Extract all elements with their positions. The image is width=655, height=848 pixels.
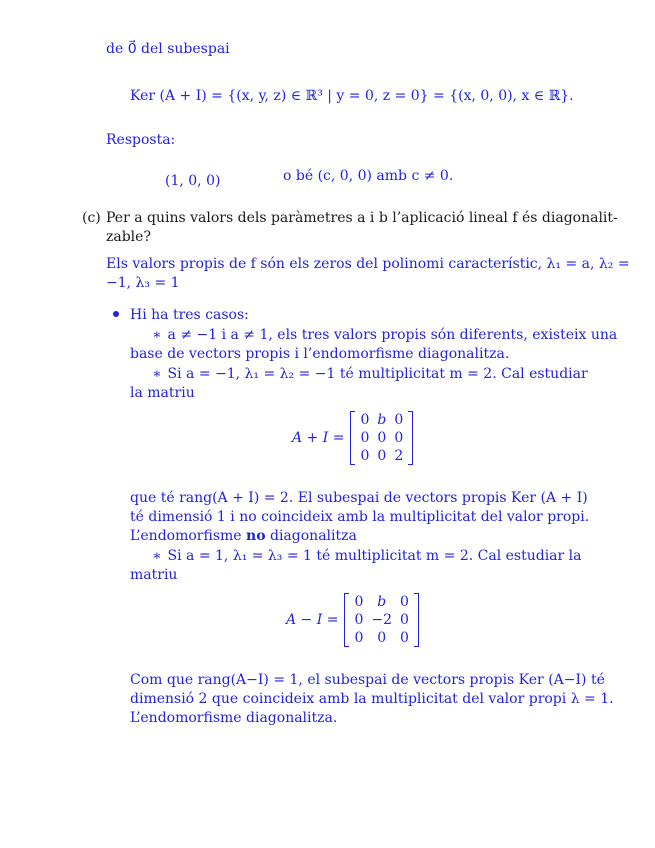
matrix-lhs: A − I = bbox=[286, 612, 339, 628]
matrix-cell: b bbox=[377, 412, 387, 428]
case-1-line-1 bbox=[152, 326, 617, 344]
case-2-line-5 bbox=[130, 527, 357, 545]
matrix-cell: 0 bbox=[377, 430, 387, 446]
case-3-line-3: Com que rang(A−I) = 1, el subespai de vectors propis Ker (A−I) té bbox=[130, 672, 605, 688]
case-2-line-1 bbox=[152, 365, 588, 383]
matrix-cell: 0 bbox=[400, 612, 409, 628]
matrix-cell: 0 bbox=[394, 430, 404, 446]
matrix-brackets bbox=[350, 411, 413, 465]
question-label: (c) bbox=[82, 210, 101, 226]
case-3-line-4: dimensió 2 que coincideix amb la multiplicitat del valor propi λ = 1. bbox=[130, 691, 614, 707]
ker-equation: Ker (A + I) = {(x, y, z) ∈ ℝ³ | y = 0, z = 0} = {(x, 0, 0), x ∈ ℝ}. bbox=[130, 88, 574, 104]
conclusion-pre: L’endomorfisme bbox=[130, 528, 247, 544]
text-line: de 0⃗ del subespai bbox=[106, 41, 230, 57]
case-3-line-1 bbox=[152, 547, 582, 565]
matrix-lhs: A + I = bbox=[292, 430, 345, 446]
matrix-cell: 0 bbox=[354, 630, 364, 646]
answer-label: Resposta: bbox=[106, 132, 176, 148]
matrix-cell: −2 bbox=[371, 612, 393, 628]
conclusion-post: diagonalitza bbox=[265, 528, 357, 544]
case-3-line-5: L’endomorfisme diagonalitza. bbox=[130, 710, 338, 726]
matrix-cell: 0 bbox=[360, 448, 370, 464]
eigen-line-1: Els valors propis de f són els zeros del polinomi característic, λ₁ = a, λ₂ = bbox=[106, 256, 630, 272]
matrix-table bbox=[356, 411, 407, 465]
matrix-cell: 2 bbox=[394, 448, 404, 464]
case-1-text: a ≠ −1 i a ≠ 1, els tres valors propis són diferents, existeix una bbox=[167, 327, 618, 343]
star-icon: ∗ bbox=[152, 366, 162, 382]
star-icon: ∗ bbox=[152, 327, 162, 343]
matrix-cell: b bbox=[377, 594, 387, 610]
matrix-cell: 0 bbox=[360, 412, 370, 428]
matrix-cell: 0 bbox=[377, 630, 387, 646]
matrix-a-plus-i bbox=[292, 411, 413, 465]
answer-vector: (1, 0, 0) bbox=[165, 173, 221, 189]
star-icon: ∗ bbox=[152, 548, 162, 564]
answer-alternative: o bé (c, 0, 0) amb c ≠ 0. bbox=[283, 168, 454, 184]
case-2-line-3: que té rang(A + I) = 2. El subespai de vectors propis Ker (A + I) bbox=[130, 490, 588, 506]
matrix-cell: 0 bbox=[360, 430, 370, 446]
matrix-brackets bbox=[344, 593, 418, 647]
matrix-a-minus-i bbox=[286, 593, 419, 647]
matrix-cell: 0 bbox=[394, 412, 404, 428]
bullet-icon bbox=[113, 311, 119, 317]
question-line-2: zable? bbox=[106, 229, 151, 245]
case-2-line-4: té dimensió 1 i no coincideix amb la multiplicitat del valor propi. bbox=[130, 509, 590, 525]
conclusion-no: no bbox=[246, 528, 266, 544]
matrix-cell: 0 bbox=[377, 448, 387, 464]
case-1-line-2: base de vectors propis i l’endomorfisme diagonalitza. bbox=[130, 346, 510, 362]
case-3-text: Si a = 1, λ₁ = λ₃ = 1 té multiplicitat m = 2. Cal estudiar la bbox=[167, 548, 582, 564]
matrix-cell: 0 bbox=[400, 630, 409, 646]
case-3-line-2: matriu bbox=[130, 567, 178, 583]
matrix-table bbox=[350, 593, 412, 647]
case-2-text: Si a = −1, λ₁ = λ₂ = −1 té multiplicitat m = 2. Cal estudiar bbox=[167, 366, 588, 382]
matrix-cell: 0 bbox=[400, 594, 409, 610]
cases-intro: Hi ha tres casos: bbox=[130, 307, 249, 323]
case-2-line-2: la matriu bbox=[130, 385, 195, 401]
matrix-cell: 0 bbox=[354, 612, 364, 628]
matrix-cell: 0 bbox=[354, 594, 364, 610]
eigen-line-2: −1, λ₃ = 1 bbox=[106, 275, 180, 291]
question-line-1: Per a quins valors dels paràmetres a i b l’aplicació lineal f és diagonalit- bbox=[106, 210, 618, 226]
